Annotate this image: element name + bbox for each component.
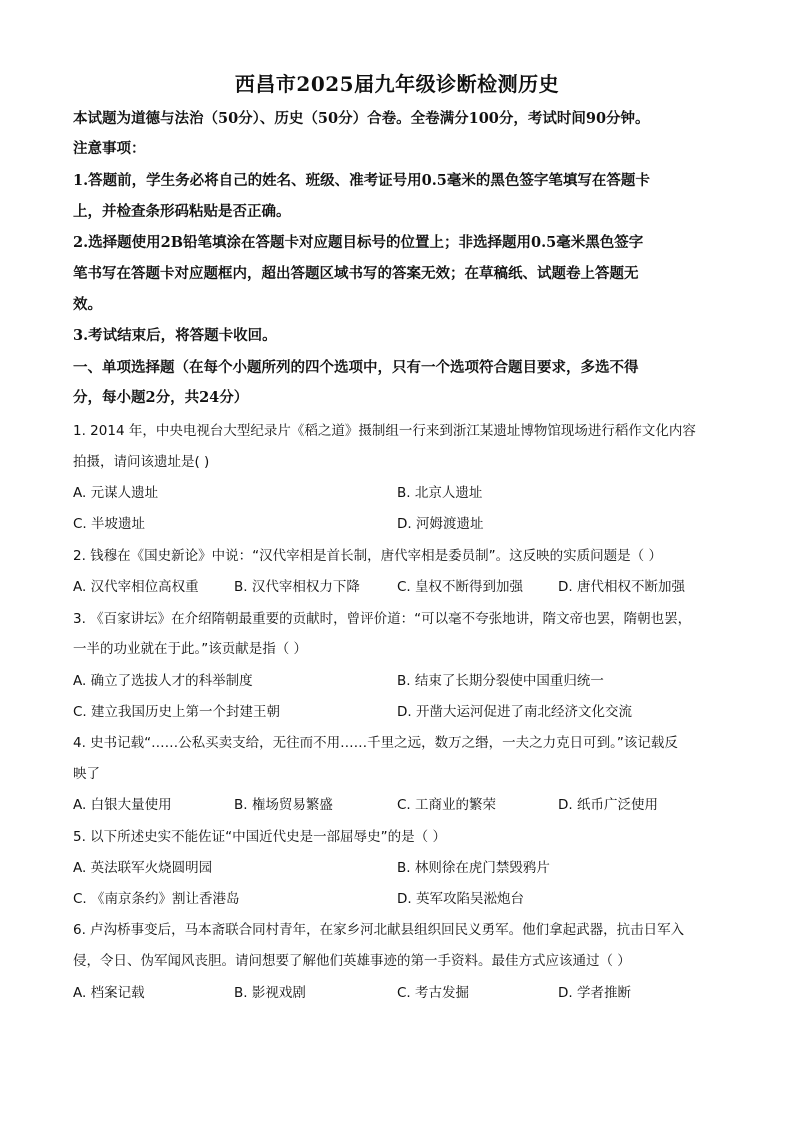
notice-line: 3.考试结束后，将答题卡收回。 xyxy=(73,327,277,344)
notice-line: 1.答题前，学生务必将自己的姓名、班级、准考证号用0.5毫米的黑色签字笔填写在答题卡 xyxy=(73,172,650,189)
option-b: B. 影视戏剧 xyxy=(234,985,306,1001)
option-d: D. 开凿大运河促进了南北经济文化交流 xyxy=(397,704,632,720)
section-heading: 分，每小题2分，共24分） xyxy=(73,389,249,406)
question-stem: 4. 史书记载“……公私买卖支给，无往而不用……千里之远，数万之缗，一夫之力克日可到。”该记载反 xyxy=(73,735,678,751)
option-b: B. 権场贸易繁盛 xyxy=(234,797,333,813)
question-stem: 6. 卢沟桥事变后，马本斋联合同村青年，在家乡河北献县组织回民义勇军。他们拿起武器，抗击日军入 xyxy=(73,922,685,938)
question-stem: 侵，令日、伪军闻风丧胆。请问想要了解他们英雄事迹的第一手资料。最佳方式应该通过（ ） xyxy=(73,953,631,969)
option-c: C. 考古发掘 xyxy=(397,985,470,1001)
option-a: A. 白银大量使用 xyxy=(73,797,172,813)
notice-line: 笔书写在答题卡对应题框内，超出答题区域书写的答案无效；在草稿纸、试题卷上答题无 xyxy=(73,265,639,282)
option-d: D. 纸币广泛使用 xyxy=(558,797,658,813)
page-title: 西昌市2025届九年级诊断检测历史 xyxy=(234,72,560,96)
question-stem: 5. 以下所述史实不能佐证“中国近代史是一部屈辱史”的是（ ） xyxy=(73,829,446,845)
notice-line: 2.选择题使用2B铅笔填涂在答题卡对应题目标号的位置上；非选择题用0.5毫米黑色签字 xyxy=(73,234,644,251)
intro-text: 本试题为道德与法治（50分）、历史（50分）合卷。全卷满分100分，考试时间90分钟。 xyxy=(73,110,650,127)
question-stem: 2. 钱穆在《国史新论》中说：“汉代宰相是首长制，唐代宰相是委员制”。这反映的实质问题是（ ） xyxy=(73,548,662,564)
option-b: B. 汉代宰相权力下降 xyxy=(234,579,360,595)
question-stem: 拍摄，请问该遗址是( ) xyxy=(73,454,210,470)
notice-line: 上，并检查条形码粘贴是否正确。 xyxy=(73,203,291,220)
option-a: A. 英法联军火烧圆明园 xyxy=(73,860,213,876)
notice-line: 效。 xyxy=(73,296,102,313)
question-stem: 映了 xyxy=(73,766,100,782)
option-d: D. 英军攻陷吴淞炮台 xyxy=(397,891,524,907)
option-c: C. 工商业的繁荣 xyxy=(397,797,497,813)
option-c: C. 半坡遗址 xyxy=(73,516,146,532)
option-d: D. 唐代相权不断加强 xyxy=(558,579,685,595)
option-b: B. 北京人遗址 xyxy=(397,485,483,501)
option-d: D. 学者推断 xyxy=(558,985,631,1001)
notice-heading: 注意事项： xyxy=(73,140,146,157)
option-c: C. 《南京条约》割让香港岛 xyxy=(73,891,240,907)
question-stem: 一半的功业就在于此。”该贡献是指（ ） xyxy=(73,641,308,657)
option-b: B. 结束了长期分裂使中国重归统一 xyxy=(397,673,604,689)
section-heading: 一、单项选择题（在每个小题所列的四个选项中，只有一个选项符合题目要求，多选不得 xyxy=(73,359,639,376)
option-d: D. 河姆渡遗址 xyxy=(397,516,484,532)
option-b: B. 林则徐在虎门禁毁鸦片 xyxy=(397,860,550,876)
option-a: A. 档案记载 xyxy=(73,985,145,1001)
option-a: A. 确立了选拔人才的科举制度 xyxy=(73,673,253,689)
option-a: A. 元谋人遗址 xyxy=(73,485,159,501)
option-a: A. 汉代宰相位高权重 xyxy=(73,579,199,595)
question-stem: 1. 2014 年，中央电视台大型纪录片《稻之道》摄制组一行来到浙江某遗址博物馆现场进行稻作文化内容 xyxy=(73,423,696,439)
option-c: C. 皇权不断得到加强 xyxy=(397,579,524,595)
question-stem: 3. 《百家讲坛》在介绍隋朝最重要的贡献时，曾评价道：“可以毫不夸张地讲，隋文帝也罢，隋朝也罢， xyxy=(73,611,692,627)
option-c: C. 建立我国历史上第一个封建王朝 xyxy=(73,704,281,720)
